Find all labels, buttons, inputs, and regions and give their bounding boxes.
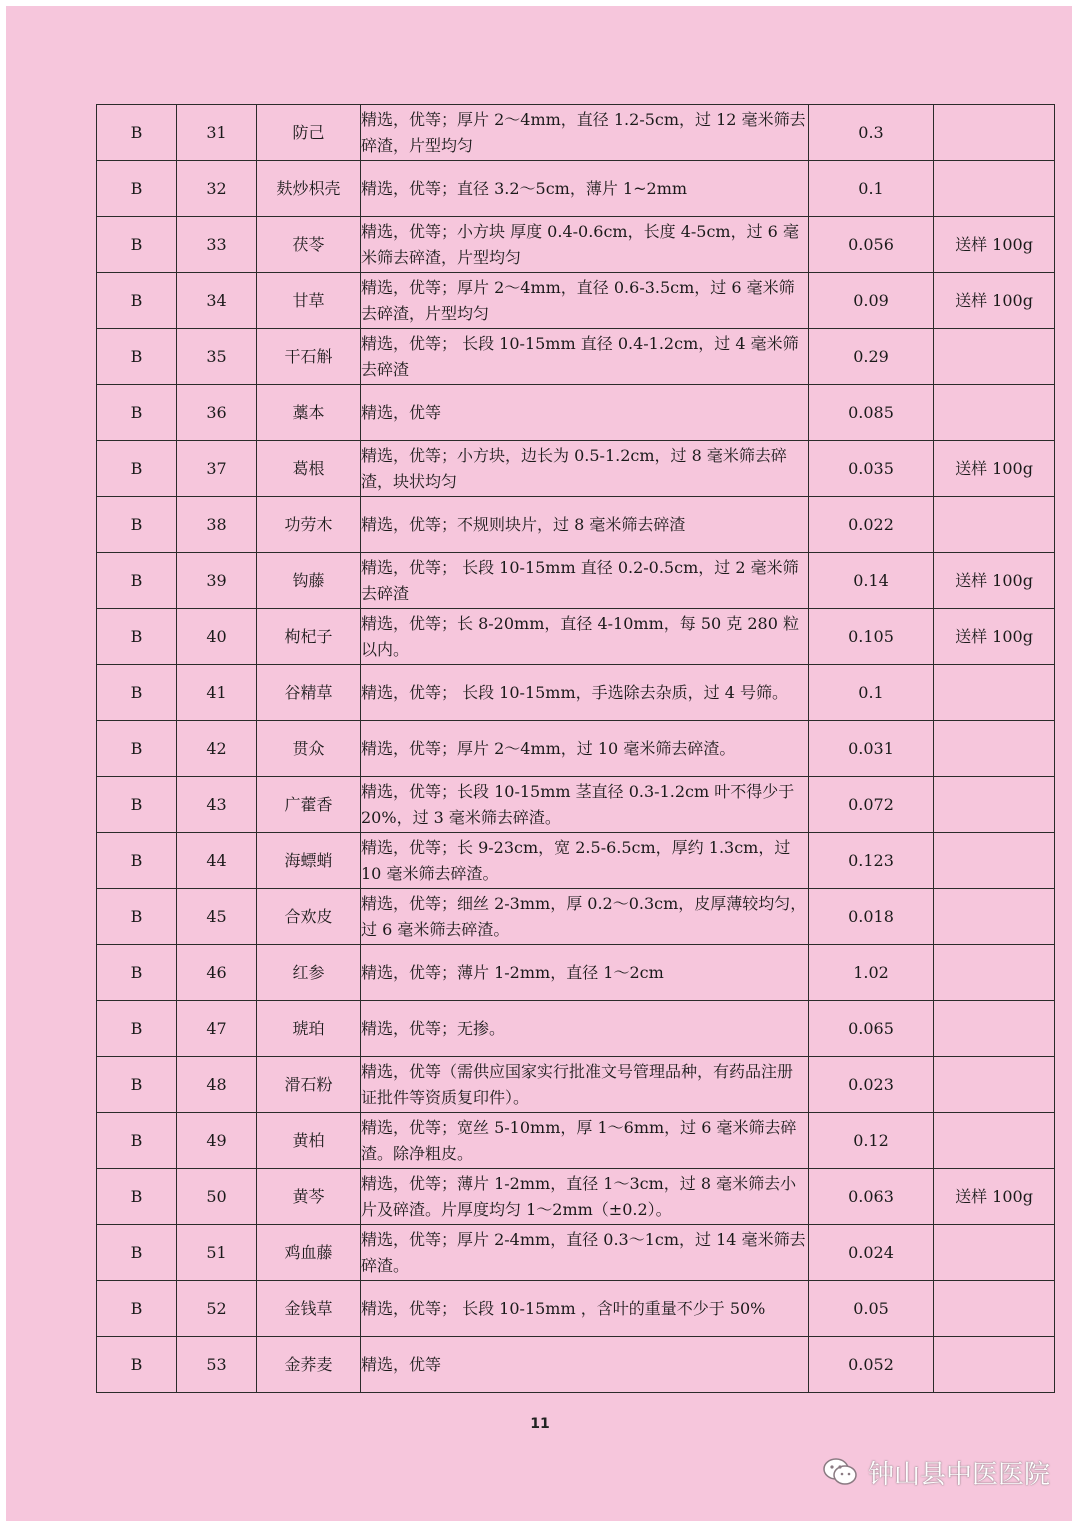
remark-cell (934, 1057, 1055, 1113)
item-number-cell: 51 (177, 1225, 257, 1281)
herb-name-cell: 藁本 (257, 385, 361, 441)
remark-cell (934, 721, 1055, 777)
specification-cell: 精选，优等；厚片 2～4mm，过 10 毫米筛去碎渣。 (361, 721, 809, 777)
category-cell: B (97, 497, 177, 553)
item-number-cell: 44 (177, 833, 257, 889)
quantity-cell: 0.063 (809, 1169, 934, 1225)
table-body (97, 105, 1055, 1393)
table-row (97, 553, 1055, 609)
quantity-cell: 0.1 (809, 161, 934, 217)
remark-cell: 送样 100g (934, 1169, 1055, 1225)
watermark-text: 钟山县中医医院 (867, 1459, 1050, 1490)
item-number-cell: 38 (177, 497, 257, 553)
table-row (97, 329, 1055, 385)
item-number-cell: 46 (177, 945, 257, 1001)
category-cell: B (97, 1001, 177, 1057)
item-number-cell: 42 (177, 721, 257, 777)
specification-cell: 精选，优等；厚片 2～4mm，直径 1.2-5cm，过 12 毫米筛去碎渣，片型均匀 (361, 105, 809, 161)
table-row (97, 441, 1055, 497)
category-cell: B (97, 553, 177, 609)
table-row (97, 945, 1055, 1001)
category-cell: B (97, 609, 177, 665)
remark-cell (934, 889, 1055, 945)
specification-cell: 精选，优等；薄片 1-2mm，直径 1～3cm，过 8 毫米筛去小片及碎渣。片厚度均匀 1～2mm（±0.2）。 (361, 1169, 809, 1225)
remark-cell (934, 1337, 1055, 1393)
herb-name-cell: 葛根 (257, 441, 361, 497)
category-cell: B (97, 161, 177, 217)
category-cell: B (97, 665, 177, 721)
category-cell: B (97, 1225, 177, 1281)
quantity-cell: 0.3 (809, 105, 934, 161)
herb-name-cell: 茯苓 (257, 217, 361, 273)
table-row (97, 833, 1055, 889)
table-row (97, 1337, 1055, 1393)
herb-name-cell: 鸡血藤 (257, 1225, 361, 1281)
table-row (97, 609, 1055, 665)
remark-cell (934, 329, 1055, 385)
item-number-cell: 53 (177, 1337, 257, 1393)
page-number: 11 (530, 1416, 550, 1432)
remark-cell (934, 497, 1055, 553)
category-cell: B (97, 385, 177, 441)
quantity-cell: 0.085 (809, 385, 934, 441)
table-row (97, 1169, 1055, 1225)
herb-name-cell: 钩藤 (257, 553, 361, 609)
item-number-cell: 49 (177, 1113, 257, 1169)
table-row (97, 161, 1055, 217)
herb-name-cell: 红参 (257, 945, 361, 1001)
specification-cell: 精选，优等；长 9-23cm，宽 2.5-6.5cm，厚约 1.3cm，过 10 毫米筛去碎渣。 (361, 833, 809, 889)
table-row (97, 105, 1055, 161)
specification-cell: 精选，优等；小方块，边长为 0.5-1.2cm，过 8 毫米筛去碎渣，块状均匀 (361, 441, 809, 497)
item-number-cell: 45 (177, 889, 257, 945)
category-cell: B (97, 1169, 177, 1225)
table-row (97, 217, 1055, 273)
item-number-cell: 35 (177, 329, 257, 385)
table-row (97, 721, 1055, 777)
remark-cell: 送样 100g (934, 217, 1055, 273)
remark-cell: 送样 100g (934, 441, 1055, 497)
remark-cell (934, 945, 1055, 1001)
specification-cell: 精选，优等；薄片 1-2mm，直径 1～2cm (361, 945, 809, 1001)
item-number-cell: 39 (177, 553, 257, 609)
remark-cell: 送样 100g (934, 553, 1055, 609)
specification-cell: 精选，优等；长段 10-15mm 茎直径 0.3-1.2cm 叶不得少于 20%，过 3 毫米筛去碎渣。 (361, 777, 809, 833)
specification-cell: 精选，优等； 长段 10-15mm 直径 0.4-1.2cm，过 4 毫米筛去碎渣 (361, 329, 809, 385)
specification-cell: 精选，优等；直径 3.2～5cm，薄片 1~2mm (361, 161, 809, 217)
quantity-cell: 0.031 (809, 721, 934, 777)
specification-cell: 精选，优等；厚片 2-4mm，直径 0.3～1cm，过 14 毫米筛去碎渣。 (361, 1225, 809, 1281)
table-row (97, 777, 1055, 833)
herb-name-cell: 干石斛 (257, 329, 361, 385)
specification-cell: 精选，优等 (361, 1337, 809, 1393)
category-cell: B (97, 1113, 177, 1169)
quantity-cell: 0.052 (809, 1337, 934, 1393)
specification-cell: 精选，优等；不规则块片，过 8 毫米筛去碎渣 (361, 497, 809, 553)
quantity-cell: 0.065 (809, 1001, 934, 1057)
remark-cell (934, 1113, 1055, 1169)
item-number-cell: 50 (177, 1169, 257, 1225)
table-row (97, 1281, 1055, 1337)
herb-name-cell: 甘草 (257, 273, 361, 329)
category-cell: B (97, 217, 177, 273)
specification-cell: 精选，优等（需供应国家实行批准文号管理品种，有药品注册证批件等资质复印件）。 (361, 1057, 809, 1113)
remark-cell (934, 665, 1055, 721)
item-number-cell: 33 (177, 217, 257, 273)
category-cell: B (97, 945, 177, 1001)
item-number-cell: 32 (177, 161, 257, 217)
table-row (97, 1113, 1055, 1169)
herb-name-cell: 广藿香 (257, 777, 361, 833)
specification-cell: 精选，优等；细丝 2-3mm，厚 0.2～0.3cm，皮厚薄较均匀，过 6 毫米筛去碎渣。 (361, 889, 809, 945)
herb-name-cell: 海螵蛸 (257, 833, 361, 889)
specification-cell: 精选，优等；宽丝 5-10mm，厚 1～6mm，过 6 毫米筛去碎渣。除净粗皮。 (361, 1113, 809, 1169)
remark-cell (934, 1281, 1055, 1337)
specification-cell: 精选，优等；长 8-20mm，直径 4-10mm，每 50 克 280 粒以内。 (361, 609, 809, 665)
herb-name-cell: 黄柏 (257, 1113, 361, 1169)
specification-cell: 精选，优等； 长段 10-15mm ，含叶的重量不少于 50% (361, 1281, 809, 1337)
specification-cell: 精选，优等 (361, 385, 809, 441)
quantity-cell: 0.09 (809, 273, 934, 329)
quantity-cell: 0.105 (809, 609, 934, 665)
category-cell: B (97, 105, 177, 161)
herb-name-cell: 谷精草 (257, 665, 361, 721)
herb-name-cell: 枸杞子 (257, 609, 361, 665)
category-cell: B (97, 721, 177, 777)
item-number-cell: 34 (177, 273, 257, 329)
remark-cell (934, 1225, 1055, 1281)
quantity-cell: 0.12 (809, 1113, 934, 1169)
quantity-cell: 0.035 (809, 441, 934, 497)
herb-spec-table (96, 104, 1055, 1393)
remark-cell (934, 1001, 1055, 1057)
remark-cell (934, 833, 1055, 889)
category-cell: B (97, 1281, 177, 1337)
specification-cell: 精选，优等；小方块 厚度 0.4-0.6cm，长度 4-5cm，过 6 毫米筛去碎渣，片型均匀 (361, 217, 809, 273)
category-cell: B (97, 1337, 177, 1393)
herb-name-cell: 金钱草 (257, 1281, 361, 1337)
table-row (97, 665, 1055, 721)
item-number-cell: 36 (177, 385, 257, 441)
item-number-cell: 41 (177, 665, 257, 721)
remark-cell: 送样 100g (934, 609, 1055, 665)
category-cell: B (97, 329, 177, 385)
table-row (97, 889, 1055, 945)
category-cell: B (97, 273, 177, 329)
quantity-cell: 0.1 (809, 665, 934, 721)
quantity-cell: 0.056 (809, 217, 934, 273)
herb-name-cell: 麸炒枳壳 (257, 161, 361, 217)
item-number-cell: 37 (177, 441, 257, 497)
remark-cell (934, 777, 1055, 833)
quantity-cell: 0.29 (809, 329, 934, 385)
quantity-cell: 1.02 (809, 945, 934, 1001)
herb-name-cell: 滑石粉 (257, 1057, 361, 1113)
specification-cell: 精选，优等；无掺。 (361, 1001, 809, 1057)
remark-cell (934, 105, 1055, 161)
herb-name-cell: 金荞麦 (257, 1337, 361, 1393)
quantity-cell: 0.023 (809, 1057, 934, 1113)
specification-cell: 精选，优等；厚片 2～4mm，直径 0.6-3.5cm，过 6 毫米筛去碎渣，片型均匀 (361, 273, 809, 329)
category-cell: B (97, 889, 177, 945)
herb-name-cell: 贯众 (257, 721, 361, 777)
remark-cell: 送样 100g (934, 273, 1055, 329)
table-row (97, 497, 1055, 553)
remark-cell (934, 385, 1055, 441)
specification-cell: 精选，优等； 长段 10-15mm，手选除去杂质，过 4 号筛。 (361, 665, 809, 721)
table-row (97, 273, 1055, 329)
quantity-cell: 0.072 (809, 777, 934, 833)
table-row (97, 385, 1055, 441)
wechat-watermark (822, 1452, 1050, 1492)
quantity-cell: 0.024 (809, 1225, 934, 1281)
table-row (97, 1001, 1055, 1057)
item-number-cell: 47 (177, 1001, 257, 1057)
herb-name-cell: 黄芩 (257, 1169, 361, 1225)
item-number-cell: 48 (177, 1057, 257, 1113)
quantity-cell: 0.018 (809, 889, 934, 945)
item-number-cell: 52 (177, 1281, 257, 1337)
category-cell: B (97, 441, 177, 497)
table-row (97, 1225, 1055, 1281)
herb-name-cell: 合欢皮 (257, 889, 361, 945)
quantity-cell: 0.14 (809, 553, 934, 609)
herb-name-cell: 功劳木 (257, 497, 361, 553)
remark-cell (934, 161, 1055, 217)
quantity-cell: 0.123 (809, 833, 934, 889)
item-number-cell: 31 (177, 105, 257, 161)
item-number-cell: 43 (177, 777, 257, 833)
category-cell: B (97, 1057, 177, 1113)
category-cell: B (97, 833, 177, 889)
item-number-cell: 40 (177, 609, 257, 665)
quantity-cell: 0.022 (809, 497, 934, 553)
table-row (97, 1057, 1055, 1113)
quantity-cell: 0.05 (809, 1281, 934, 1337)
wechat-icon (822, 1457, 858, 1487)
category-cell: B (97, 777, 177, 833)
herb-name-cell: 琥珀 (257, 1001, 361, 1057)
herb-name-cell: 防己 (257, 105, 361, 161)
specification-cell: 精选，优等； 长段 10-15mm 直径 0.2-0.5cm，过 2 毫米筛去碎渣 (361, 553, 809, 609)
